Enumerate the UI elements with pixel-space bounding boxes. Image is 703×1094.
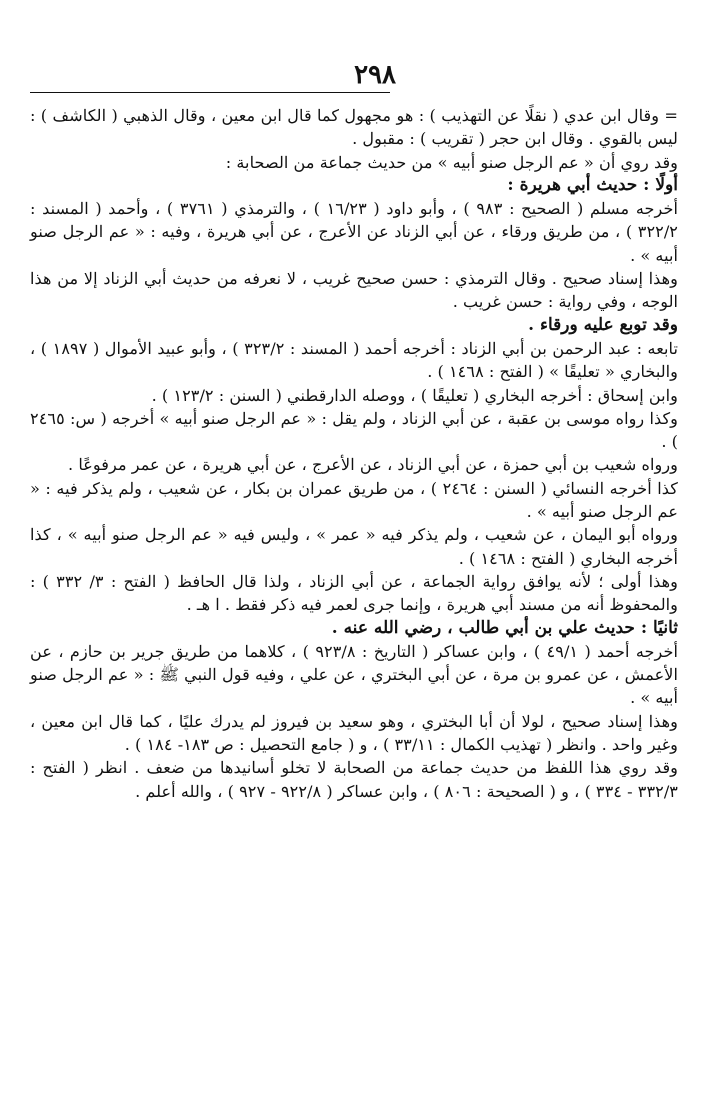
- document-page: [30, 56, 678, 1086]
- paragraph-bukhtari: وهذا إسناد صحيح ، لولا أن أبا البختري ، وهو سعيد بن فيروز لم يدرك عليًا ، كما قال ابن معين ، وغير واحد . وانظر ( تهذيب الكمال : ٣٣/١١ ) ، و ( جامع التحصيل : ص ١٨٣- ١٨٤ ) .: [30, 711, 678, 755]
- paragraph-abu-yaman: ورواه أبو اليمان ، عن شعيب ، ولم يذكر فيه « عمر » ، وليس فيه « عم الرجل صنو أبيه » ، كذا أخرجه البخاري ( الفتح : ١٤٦٨ ) .: [30, 525, 678, 568]
- page-header: [30, 56, 678, 96]
- paragraph-shuayb: ورواه شعيب بن أبي حمزة ، عن أبي الزناد ، عن الأعرج ، عن أبي هريرة ، عن عمر مرفوعًا .: [68, 455, 678, 475]
- paragraph-intro: وقد روي أن « عم الرجل صنو أبيه » من حديث جماعة من الصحابة :: [225, 152, 678, 172]
- paragraph-muslim: أخرجه مسلم ( الصحيح : ٩٨٣ ) ، وأبو داود ( ١٦/٢٣ ) ، والترمذي ( ٣٧٦١ ) ، وأحمد ( المسند : ٣٢٢/٢ ) ، من طريق ورقاء ، عن أبي الزناد عن الأعرج ، عن أبي هريرة ، وفيه : « عم الرجل صنو أبيه » .: [30, 199, 678, 265]
- page-body: [30, 104, 678, 803]
- paragraph-nasai: كذا أخرجه النسائي ( السنن : ٢٤٦٤ ) ، من طريق عمران بن بكار ، عن شعيب ، ولم يذكر فيه : « عم الرجل صنو أبيه » .: [30, 478, 678, 522]
- paragraph-ahmad: أخرجه أحمد ( ٤٩/١ ) ، وابن عساكر ( التاريخ : ٩٢٣/٨ ) ، كلاهما من طريق جرير بن حازم ، عن الأعمش ، عن عمرو بن مرة ، عن أبي البختري ، عن علي ، وفيه قول النبي ﷺ : « عم الرجل صنو أبيه » .: [30, 641, 678, 708]
- heading-tawabi: وقد توبع عليه ورقاء .: [528, 314, 678, 335]
- paragraph-isnad-sahih: وهذا إسناد صحيح . وقال الترمذي : حسن صحيح غريب ، لا نعرفه من حديث أبي الزناد إلا من هذا الوجه ، وفي رواية : حسن غريب .: [30, 269, 678, 312]
- paragraph-ibn-adi: = وقال ابن عدي ( نقلًا عن التهذيب ) : هو مجهول كما قال ابن معين ، وقال الذهبي ( الكاشف ) : ليس بالقوي . وقال ابن حجر ( تقريب ) : مقبول .: [30, 106, 678, 149]
- heading-ali: ثانيًا : حديث علي بن أبي طالب ، رضي الله عنه .: [331, 617, 678, 638]
- page-number: ٢٩٨: [354, 60, 396, 90]
- paragraph-musa: وكذا رواه موسى بن عقبة ، عن أبي الزناد ، ولم يقل : « عم الرجل صنو أبيه » أخرجه ( س: ٢٤٦٥ ) .: [30, 408, 678, 452]
- paragraph-conclusion: وقد روي هذا اللفظ من حديث جماعة من الصحابة لا تخلو أسانيدها من ضعف . انظر ( الفتح : ٣٣٢/٣ - ٣٣٤ ) ، و ( الصحيحة : ٨٠٦ ) ، وابن عساكر ( ٩٢٢/٨ - ٩٢٧ ) ، والله أعلم .: [30, 758, 678, 801]
- header-rule: [30, 92, 390, 93]
- heading-abu-hurayra: أولًا : حديث أبي هريرة :: [507, 174, 678, 195]
- paragraph-tabaahu: تابعه : عبد الرحمن بن أبي الزناد : أخرجه أحمد ( المسند : ٣٢٣/٢ ) ، وأبو عبيد الأموال ( ١٨٩٧ ) ، والبخاري « تعليقًا » ( الفتح : ١٤٦٨ ) .: [30, 338, 678, 382]
- paragraph-ibn-ishaq: وابن إسحاق : أخرجه البخاري ( تعليقًا ) ، ووصله الدارقطني ( السنن : ١٢٣/٢ ) .: [151, 385, 678, 405]
- paragraph-awla: وهذا أولى ؛ لأنه يوافق رواية الجماعة ، عن أبي الزناد ، ولذا قال الحافظ ( الفتح : ٣/ ٣٣٢ ) : والمحفوظ أنه من مسند أبي هريرة ، وإنما جرى لعمر فيه ذكر فقط . ا هـ .: [30, 571, 678, 615]
